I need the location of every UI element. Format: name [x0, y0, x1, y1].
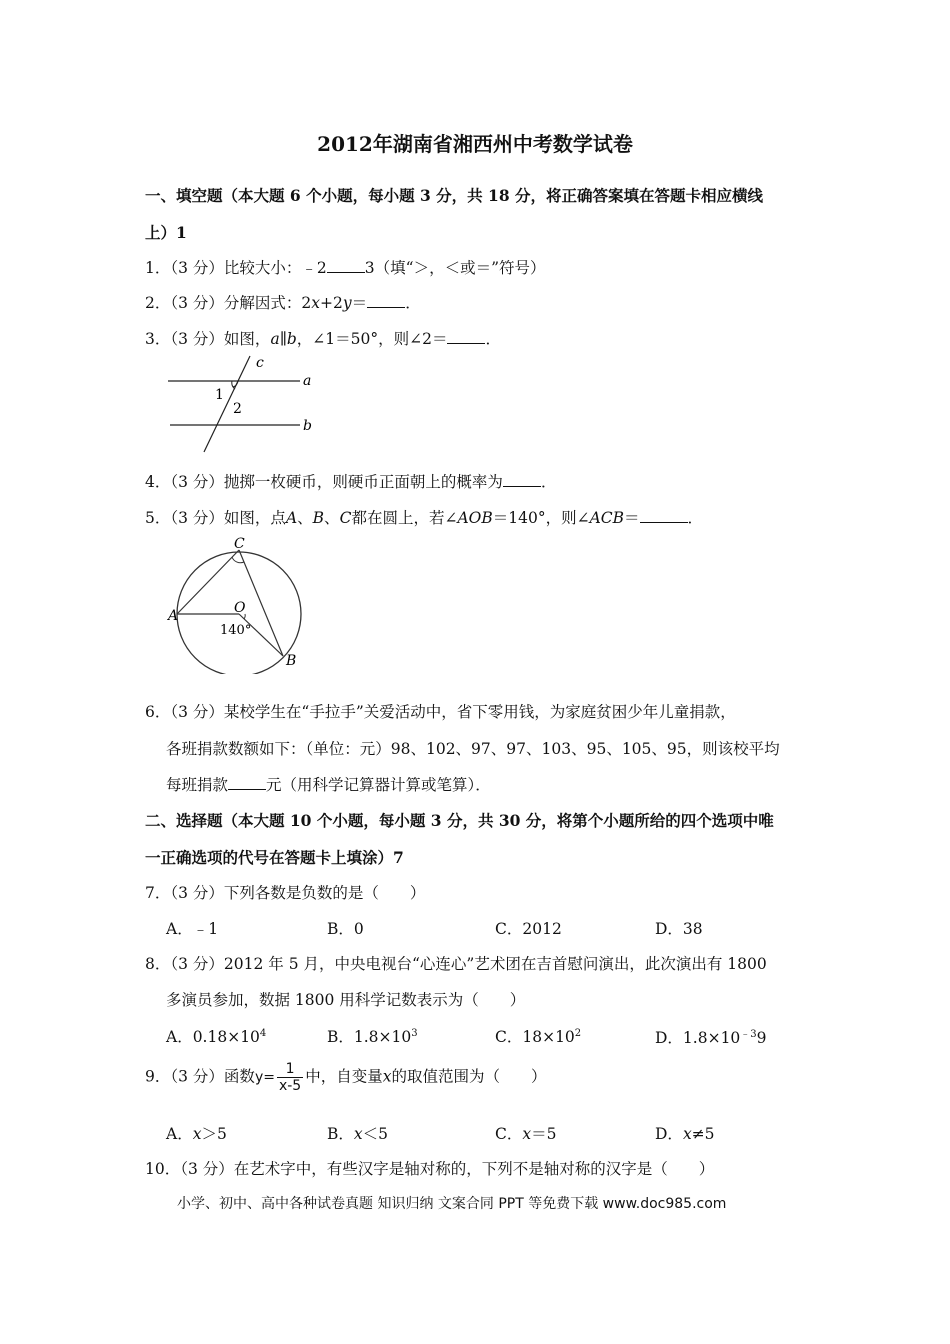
line-c — [204, 356, 250, 452]
q9-option-d: D．x≠5 — [655, 1125, 715, 1143]
question-7: 7．（3 分）下列各数是负数的是（ ） — [145, 884, 426, 902]
q8-option-b: B．$1.8\times 10^3$ — [327, 1027, 418, 1046]
q7-option-c: C．2012 — [495, 920, 562, 938]
answer-blank — [447, 329, 485, 344]
q8-option-d: D．$1.8\times 10^{﹣3}9$ — [655, 1029, 767, 1048]
label-angle2: 2 — [233, 401, 242, 417]
question-9: 9．（3 分）函数y= $\frac{1}{x-5}$ 中，自变量x的取值范围为（ ） — [145, 1061, 547, 1094]
q8-option-c: C．$18\times 10^2$ — [495, 1027, 582, 1046]
question-1: 1．（3 分）比较大小：﹣2 3（填“＞，＜或＝”符号） — [145, 259, 546, 277]
answer-blank — [228, 775, 266, 790]
q8-option-a: A．$0.18\times 10^4$ — [166, 1027, 267, 1046]
footer-text: 小学、初中、高中各种试卷真题 知识归纳 文案合同 PPT 等免费下载 www.doc985.com — [177, 1196, 727, 1212]
label-b: b — [303, 418, 312, 434]
question-6-line3: 每班捐款 元（用科学记算器计算或笔算）． — [166, 776, 491, 794]
label-o: O — [234, 600, 246, 616]
section1-heading-line1: 一、填空题（本大题 6 个小题，每小题 3 分，共 18 分，将正确答案填在答题卡相应横线 — [145, 186, 764, 205]
question-6-line2: 各班捐款数额如下：（单位：元）98、102、97、97、103、95、105、95，则该校平均 — [166, 740, 780, 758]
parallel-lines-figure — [160, 352, 330, 458]
answer-blank — [640, 508, 688, 523]
question-5: 5．（3 分）如图，点A、B、C都在圆上，若∠AOB＝140°，则∠ACB＝ ． — [145, 509, 704, 527]
question-10: 10．（3 分）在艺术字中，有些汉字是轴对称的，下列不是轴对称的汉字是（ ） — [145, 1160, 715, 1178]
question-6-line1: 6．（3 分）某校学生在“手拉手”关爱活动中，省下零用钱，为家庭贫困少年儿童捐款， — [145, 703, 736, 721]
label-angle1: 1 — [215, 387, 224, 403]
circle-figure — [164, 534, 314, 674]
section2-heading-line1: 二、选择题（本大题 10 个小题，每小题 3 分，共 30 分，将第个小题所给的四个选项中唯 — [145, 811, 774, 830]
label-140: 140° — [220, 623, 252, 638]
q9-option-a: A．x＞5 — [166, 1125, 227, 1143]
label-a: A — [168, 608, 179, 624]
label-c: C — [234, 536, 245, 552]
answer-blank — [367, 293, 405, 308]
answer-blank — [503, 472, 541, 487]
page-title: 2012年湖南省湘西州中考数学试卷 — [317, 132, 633, 156]
question-3: 3．（3 分）如图，a∥b，∠1＝50°，则∠2＝ ． — [145, 330, 501, 348]
answer-blank — [327, 258, 365, 273]
question-8-line1: 8．（3 分）2012 年 5 月，中央电视台“心连心”艺术团在吉首慰问演出，此次演出有 1800 — [145, 955, 767, 973]
chord-cb — [239, 550, 283, 656]
section2-heading-line2: 一正确选项的代号在答题卡上填涂）7 — [145, 848, 404, 867]
label-c: c — [256, 355, 264, 371]
fraction: $\frac{1}{x-5}$ — [278, 1061, 302, 1094]
q9-option-b: B．x＜5 — [327, 1125, 389, 1143]
question-8-line2: 多演员参加，数据 1800 用科学记数表示为（ ） — [166, 991, 526, 1009]
label-b: B — [286, 653, 297, 669]
q9-option-c: C．x＝5 — [495, 1125, 557, 1143]
question-4: 4．（3 分）抛掷一枚硬币，则硬币正面朝上的概率为 ． — [145, 473, 557, 491]
label-a: a — [303, 373, 312, 389]
q7-option-d: D．38 — [655, 920, 703, 938]
question-2: 2．（3 分）分解因式：2x+2y＝ ． — [145, 294, 421, 312]
q7-option-b: B．0 — [327, 920, 364, 938]
section1-heading-line2: 上）1 — [145, 223, 187, 242]
q7-option-a: A．﹣1 — [166, 920, 219, 938]
